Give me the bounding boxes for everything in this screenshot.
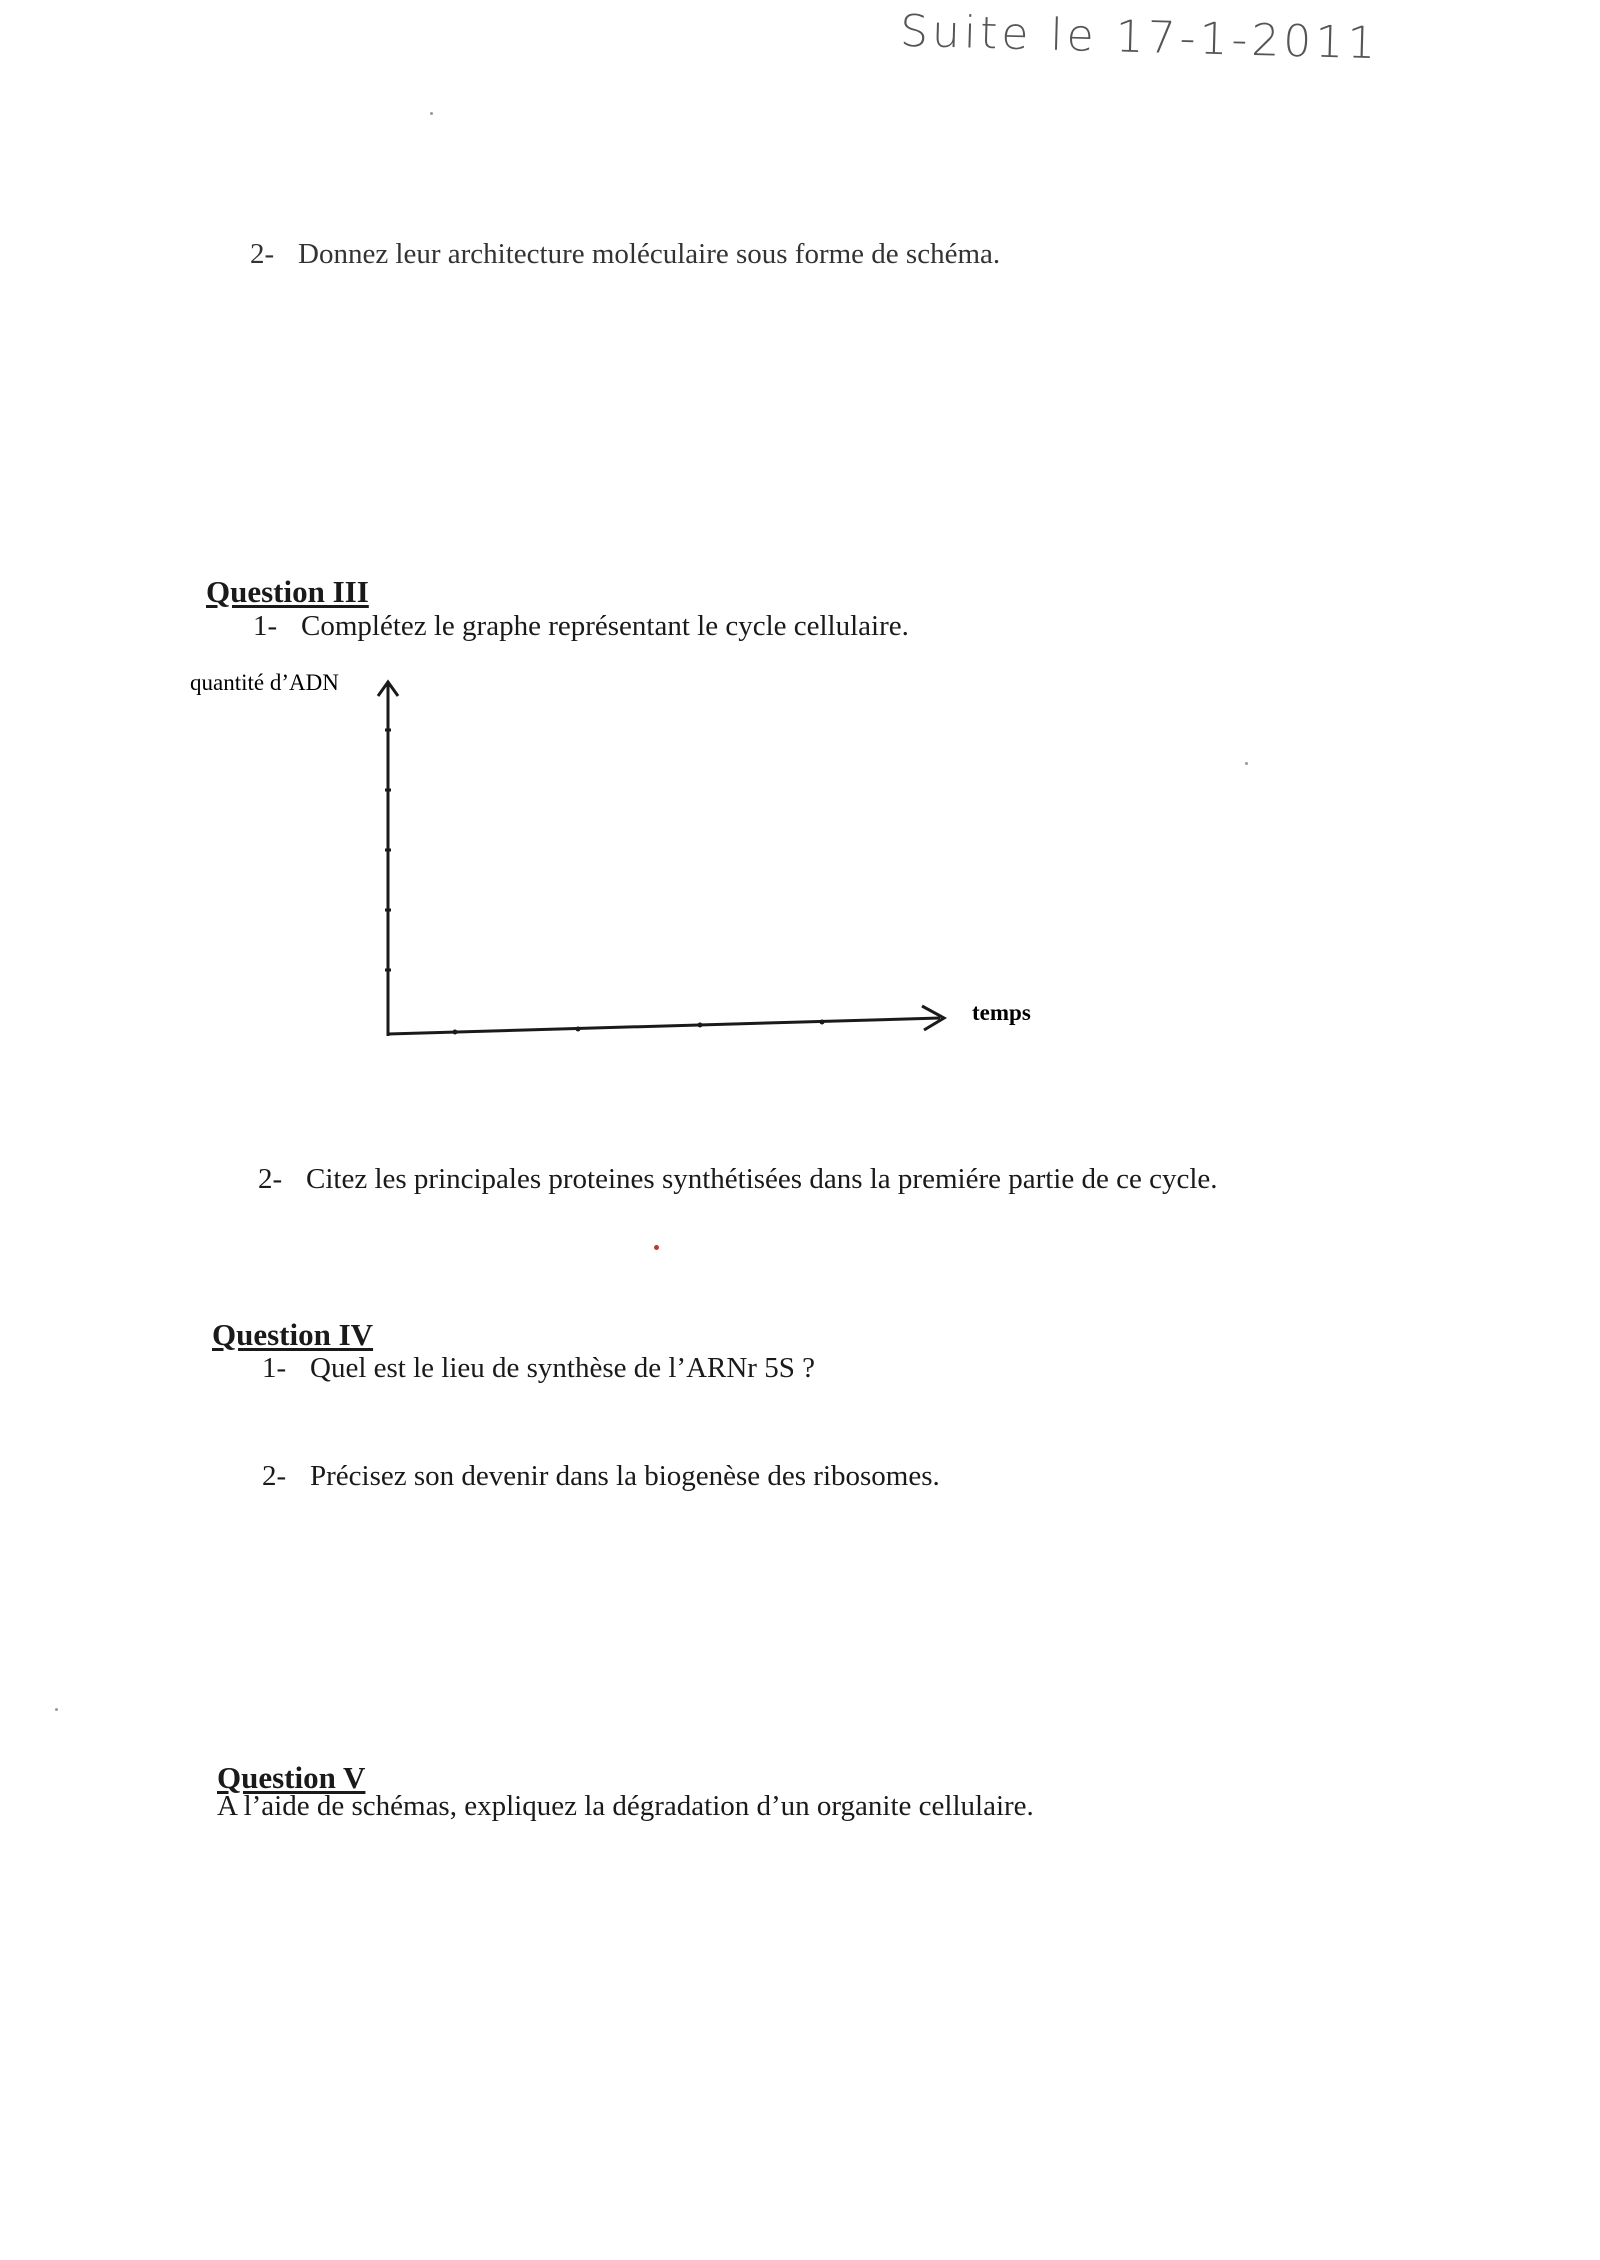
handwritten-date-note: Suite le 17-1-2011 [899,5,1380,70]
scan-speck [1245,762,1248,765]
scan-speck [55,1708,58,1711]
question-v-text: A l’aide de schémas, expliquez la dégradation d’un organite cellulaire. [217,1790,1034,1822]
item-number: 1- [253,610,278,642]
item-text: Donnez leur architecture moléculaire sous forme de schéma. [298,238,1001,270]
item-text: Quel est le lieu de synthèse de l’ARNr 5S ? [310,1352,815,1384]
scan-speck [654,1245,659,1250]
question-v-title: Question V [217,1760,366,1795]
item-number: 2- [262,1460,287,1492]
item-number: 2- [250,238,275,270]
item-number: 1- [262,1352,287,1384]
item-text: Complétez le graphe représentant le cycle cellulaire. [301,610,909,642]
question-iii-item-2 [258,1163,1218,1196]
scan-speck [430,112,433,115]
item-text: Citez les principales proteines synthétisées dans la premiére partie de ce cycle. [306,1163,1218,1195]
x-axis-line [388,1018,940,1034]
question-iv-item-2 [262,1460,940,1493]
question-iii-title: Question III [206,574,369,609]
item-number: 2- [258,1163,283,1195]
y-axis-label: quantité d’ADN [190,670,339,695]
x-axis-label: temps [972,1000,1031,1025]
question-iv-item-1 [262,1352,815,1385]
cell-cycle-graph [0,0,1600,1100]
item-text: Précisez son devenir dans la biogenèse des ribosomes. [310,1460,940,1492]
question-iv-title: Question IV [212,1317,374,1352]
